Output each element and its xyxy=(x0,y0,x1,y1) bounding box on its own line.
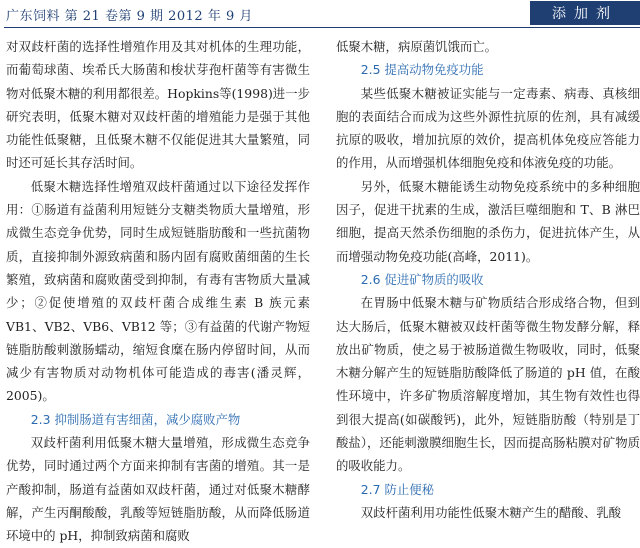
body-paragraph: 低聚木糖选择性增殖双歧杆菌通过以下途径发挥作用：①肠道有益菌利用短链分支糖类物质大量增殖，形成微生态竞争优势，同时生成短链脂肪酸和一些抗菌物质，直接抑制外源致病菌和肠内固有腐败菌细菌的生长繁殖，致病菌和腐败菌受到抑制，有毒有害物质大量减少；②促使增殖的双歧杆菌合成维生素 B 族元素 VB1、VB2、VB6、VB12 等；③有益菌的代谢产物短链脂肪酸刺激肠蠕动，缩短食糜在肠内停留时间，从而减少有害物质对动物机体可能造成的毒害(潘灵辉，2005)。 xyxy=(6,178,310,404)
journal-info: 广东饲料 第 21 卷第 9 期 2012 年 9 月 xyxy=(6,9,253,24)
page-header xyxy=(0,0,640,28)
body-paragraph: 双歧杆菌利用低聚木糖大量增殖，形成微生态竞争优势，同时通过两个方面来抑制有害菌的增殖。其一是产酸抑制，肠道有益菌如双歧杆菌，通过对低聚木糖酵解，产生丙酮酸酸，乳酸等短链脂肪酸，从而降低肠道环境中的 pH，抑制致病菌和腐败 xyxy=(6,435,310,544)
section-heading: 2.3 抑制肠道有害细菌，减少腐败产物 xyxy=(30,411,241,427)
left-column xyxy=(6,35,310,548)
body-paragraph: 某些低聚木糖被证实能与一定毒素、病毒、真核细胞的表面结合而成为这些外源性抗原的佐剂，具有减缓抗原的吸收，增加抗原的效价，提高机体免疫应答能力的作用，从而增强机体细胞免疫和体液免疫的功能。 xyxy=(336,85,640,171)
section-badge: 添加剂 xyxy=(530,1,640,25)
header-rule xyxy=(4,27,640,28)
section-heading: 2.7 防止便秘 xyxy=(360,481,435,497)
body-paragraph: 对双歧杆菌的选择性增殖作用及其对机体的生理功能，而葡萄球菌、埃希氏大肠菌和梭状芽孢杆菌等有害微生物对低聚木糖的利用都很差。Hopkins等(1998)进一步研究表明，低聚木糖对双歧杆菌的增殖能力是强于其他功能性低聚糖，且低聚木糖不仅能促进其大量繁殖，同时还可延长其存活时间。 xyxy=(6,39,310,171)
body-paragraph: 双歧杆菌利用功能性低聚木糖产生的醋酸、乳酸 xyxy=(360,504,621,520)
section-heading: 2.6 促进矿物质的吸收 xyxy=(360,271,484,287)
body-paragraph: 低聚木糖，病原菌饥饿而亡。 xyxy=(336,39,498,54)
section-heading: 2.5 提高动物免疫功能 xyxy=(360,62,484,78)
body-paragraph: 另外，低聚木糖能诱生动物免疫系统中的多种细胞因子，促进干扰素的生成，激活巨噬细胞和 T、B 淋巴细胞，提高天然杀伤细胞的杀伤力，促进抗体产生，从而增强动物免疫功能(高峰，2011)。 xyxy=(336,178,640,264)
body-paragraph: 在胃肠中低聚木糖与矿物质结合形成络合物，但到达大肠后，低聚木糖被双歧杆菌等微生物发酵分解，释放出矿物质，使之易于被肠道微生物吸收，同时，低聚木糖分解产生的短链脂肪酸降低了肠道的 pH 值，在酸性环境中，许多矿物质溶解度增加，其生物有效性也得到很大提高(如碳酸钙)，此外，短链脂肪酸（特别是丁酸盐），还能刺激膜细胞生长，因而提高肠粘膜对矿物质的吸收能力。 xyxy=(336,295,640,474)
right-column xyxy=(336,35,640,524)
